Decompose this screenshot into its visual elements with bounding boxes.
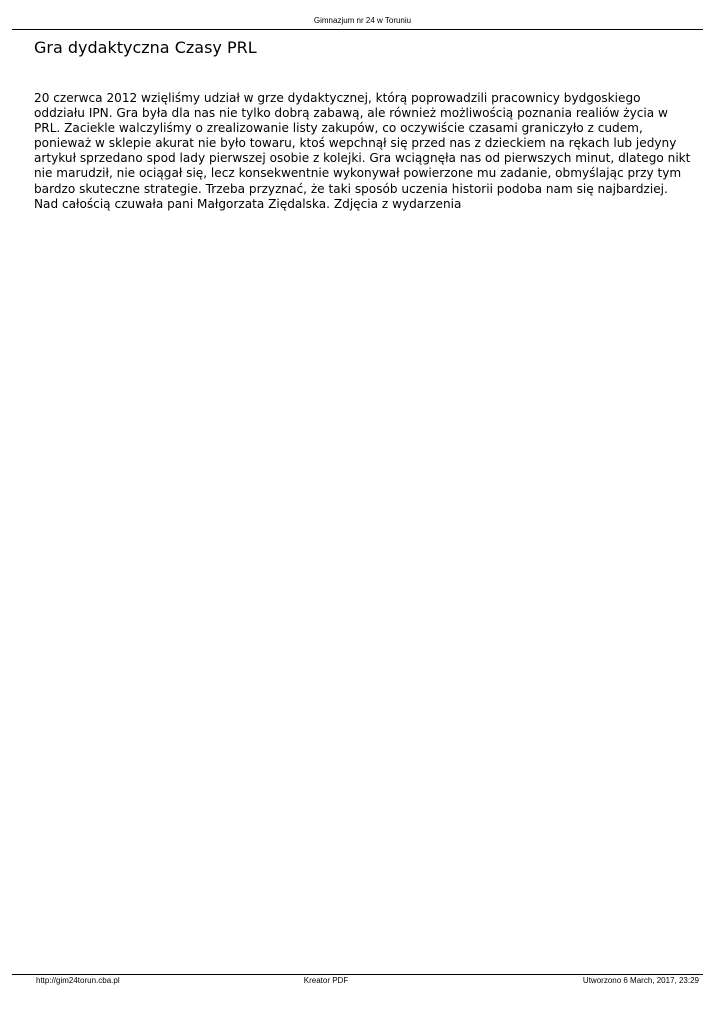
footer-url[interactable]: http://gim24torun.cba.pl bbox=[36, 976, 120, 985]
footer-created-date: Utworzono 6 March, 2017, 23:29 bbox=[582, 976, 699, 985]
article-title: Gra dydaktyczna Czasy PRL bbox=[34, 38, 257, 57]
footer-generator: Kreator PDF bbox=[303, 976, 349, 985]
article-body: 20 czerwca 2012 wzięliśmy udział w grze dydaktycznej, którą poprowadzili pracownicy bydgoskiego oddziału IPN. Gra była dla nas nie tylko dobrą zabawą, ale również możliwością poznania realiów życia w PRL. Zaciekle walczyliśmy o zrealizowanie listy zakupów, co oczywiście czasami graniczyło z cudem, ponieważ w sklepie akurat nie było towaru, ktoś wepchnął się przed nas z dzieckiem na rękach lub jedyny artykuł sprzedano spod lady pierwszej osobie z kolejki. Gra wciągnęła nas od pierwszych minut, dlatego nikt nie marudził, nie ociągał się, lecz konsekwentnie wykonywał powierzone mu zadanie, obmyślając przy tym bardzo skuteczne strategie. Trzeba przyznać, że taki sposób uczenia historii podoba nam się najbardziej. Nad całością czuwała pani Małgorzata Ziędalska. Zdjęcia z wydarzenia bbox=[34, 91, 691, 211]
page-header: Gimnazjum nr 24 w Toruniu bbox=[313, 16, 412, 25]
footer-divider bbox=[12, 974, 703, 975]
header-divider bbox=[12, 29, 703, 30]
